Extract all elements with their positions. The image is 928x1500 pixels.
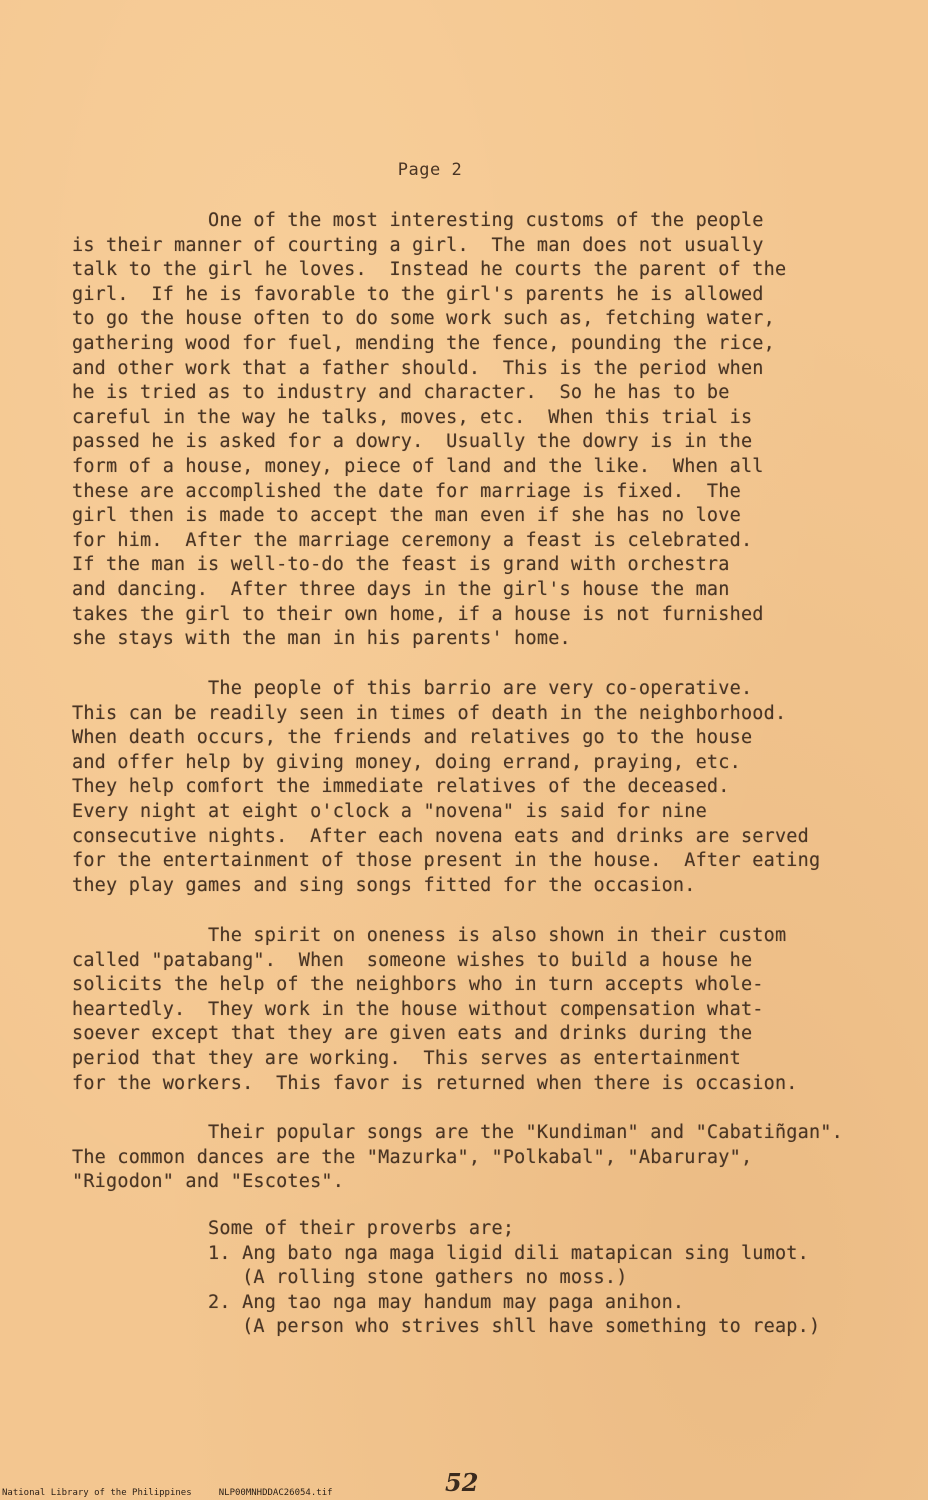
text-line: called "patabang". When someone wishes to build a house he (72, 949, 753, 971)
text-line: The people of this barrio are very co-operative. (72, 678, 753, 699)
archive-footer: National Library of the Philippines NLP00MNHDDAC26054.tif (2, 1488, 333, 1498)
paragraph-songs-dances (72, 1121, 843, 1195)
text-line: for the entertainment of those present in the house. After eating (72, 850, 821, 872)
text-line: solicits the help of the neighbors who in turn accepts whole- (72, 974, 764, 996)
text-line: Every night at eight o'clock a "novena" is said for nine (72, 800, 707, 822)
text-line: (A person who strives shll have something to reap.) (72, 1316, 821, 1338)
text-line: 1. Ang bato nga maga ligid dili matapican sing lumot. (72, 1242, 809, 1264)
text-line: consecutive nights. After each novena eats and drinks are served (72, 825, 809, 847)
paragraph-courting (72, 209, 786, 652)
text-line: takes the girl to their own home, if a house is not furnished (72, 603, 764, 625)
text-line: "Rigodon" and "Escotes". (72, 1171, 345, 1193)
text-line: these are accomplished the date for marriage is fixed. The (72, 480, 741, 502)
text-line: They help comfort the immediate relatives of the deceased. (72, 776, 730, 798)
text-line: to go the house often to do some work such as, fetching water, (72, 308, 775, 330)
paragraph-patabang (72, 924, 798, 1096)
text-line: If the man is well-to-do the feast is grand with orchestra (72, 554, 730, 576)
text-line: passed he is asked for a dowry. Usually the dowry is in the (72, 431, 753, 453)
paragraph-proverbs (72, 1217, 820, 1340)
text-line: and offer help by giving money, doing errand, praying, etc. (72, 751, 741, 773)
text-line: he is tried as to industry and character. So he has to be (72, 382, 730, 404)
text-line: for the workers. This favor is returned when there is occasion. (72, 1072, 798, 1094)
text-line: One of the most interesting customs of the people (72, 210, 764, 231)
text-line: and other work that a father should. This is the period when (72, 357, 764, 379)
text-line: The spirit on oneness is also shown in their custom (72, 925, 787, 946)
text-line: soever except that they are given eats and drinks during the (72, 1023, 753, 1045)
text-line: and dancing. After three days in the girl's house the man (72, 578, 730, 600)
text-line: heartedly. They work in the house without compensation what- (72, 998, 764, 1020)
text-line: Some of their proverbs are; (72, 1218, 515, 1239)
text-line: The common dances are the "Mazurka", "Polkabal", "Abaruray", (72, 1146, 753, 1168)
text-line: talk to the girl he loves. Instead he courts the parent of the (72, 259, 787, 281)
paragraph-cooperation (72, 677, 820, 898)
text-line: they play games and sing songs fitted for the occasion. (72, 874, 696, 896)
text-line: This can be readily seen in times of death in the neighborhood. (72, 702, 787, 724)
text-line: Their popular songs are the "Kundiman" and "Cabatiñgan". (72, 1122, 843, 1143)
text-line: 2. Ang tao nga may handum may paga anihon. (72, 1291, 685, 1313)
text-line: careful in the way he talks, moves, etc. When this trial is (72, 406, 753, 428)
text-line: (A rolling stone gathers no moss.) (72, 1267, 628, 1289)
text-line: period that they are working. This serves as entertainment (72, 1047, 741, 1069)
text-line: for him. After the marriage ceremony a feast is celebrated. (72, 529, 753, 551)
handwritten-page-number: 52 (445, 1468, 479, 1497)
text-line: girl. If he is favorable to the girl's parents he is allowed (72, 283, 764, 305)
text-line: she stays with the man in his parents' home. (72, 628, 571, 650)
text-line: girl then is made to accept the man even if she has no love (72, 505, 741, 527)
text-line: gathering wood for fuel, mending the fence, pounding the rice, (72, 332, 775, 354)
text-line: is their manner of courting a girl. The man does not usually (72, 234, 764, 256)
text-line: When death occurs, the friends and relatives go to the house (72, 727, 753, 749)
text-line: form of a house, money, piece of land and the like. When all (72, 455, 764, 477)
page-label: Page 2 (397, 160, 463, 180)
